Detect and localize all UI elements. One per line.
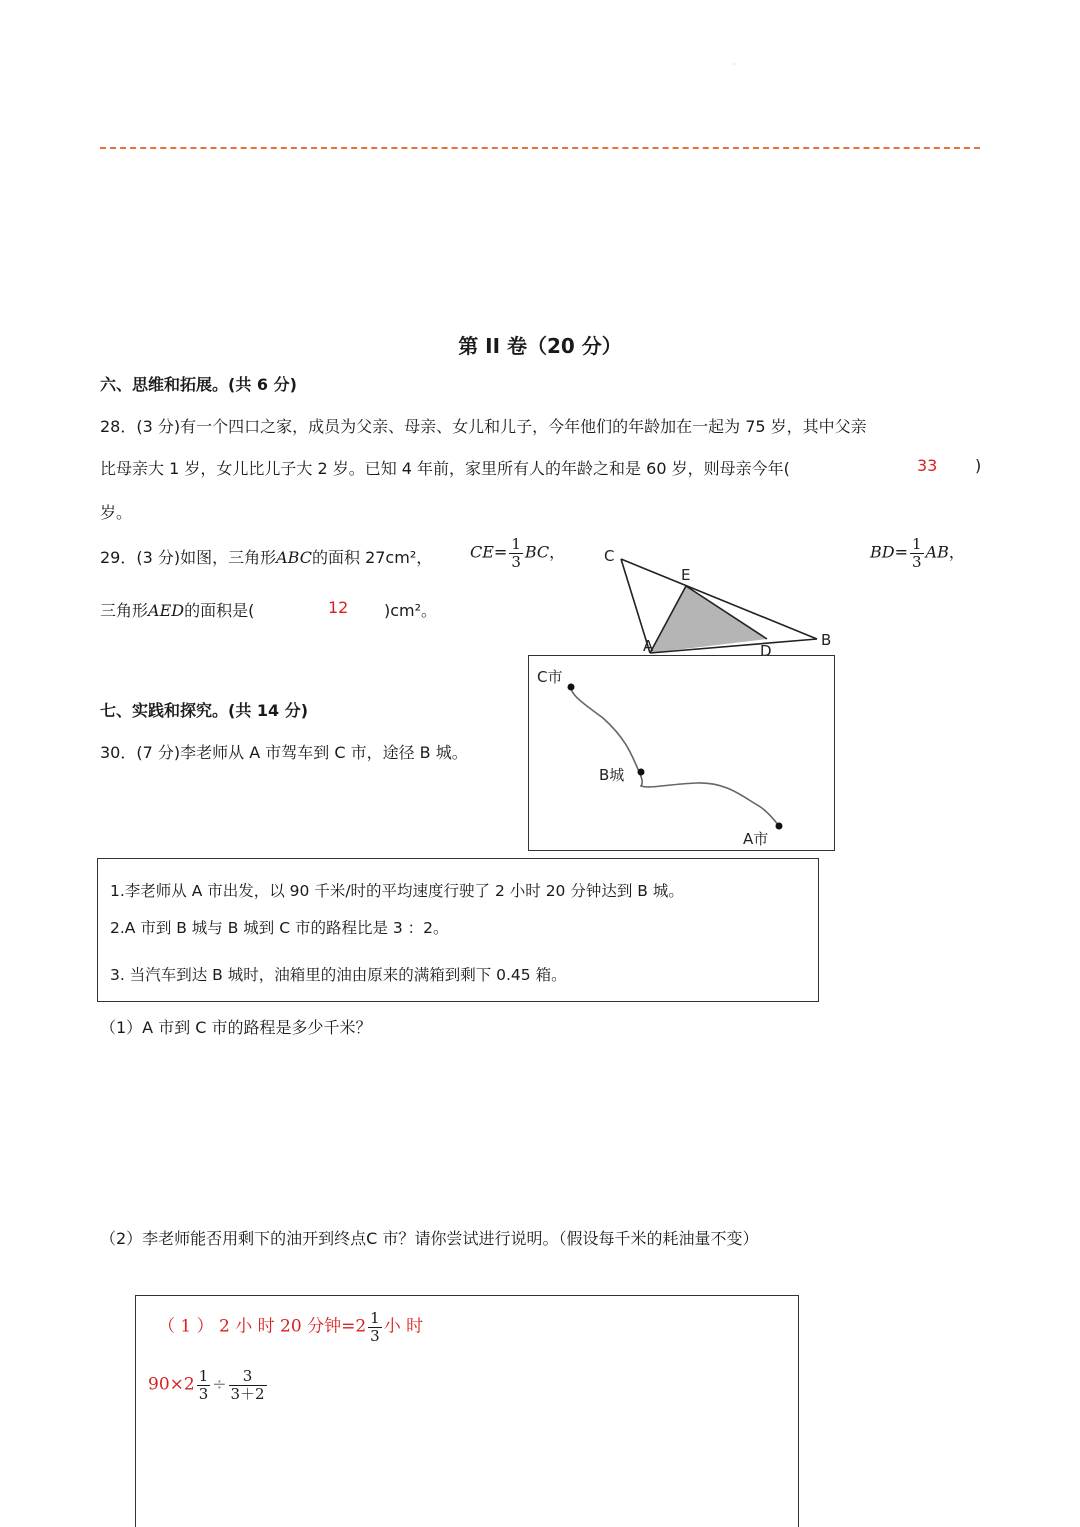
q28-answer: 33 <box>917 456 938 475</box>
frac-numerator: 1 <box>198 1367 209 1385</box>
label-d: D <box>760 642 772 657</box>
q30-stem: 30．(7 分)李老师从 A 市驾车到 C 市，途径 B 城。 <box>100 743 468 762</box>
answer-line2-prefix: 90×2 <box>148 1374 195 1395</box>
label-e: E <box>681 566 691 584</box>
b-city-dot <box>638 769 645 776</box>
c-city-label: C市 <box>537 668 563 686</box>
section-title: 第 II 卷（20 分） <box>458 334 622 358</box>
frac-denominator: 3 <box>511 552 521 571</box>
label-c: C <box>604 547 615 565</box>
condition-2: 2.A 市到 B 城与 B 城到 C 市的路程比是 3 ：2。 <box>110 919 449 937</box>
sub-question-1: （1）A 市到 C 市的路程是多少千米？ <box>100 1018 372 1037</box>
bd-label: BD <box>870 542 895 562</box>
answer-fraction-2 <box>197 1368 211 1402</box>
ab-label: AB <box>925 542 949 562</box>
bc-label: BC <box>524 542 550 562</box>
q28-line2-text: 比母亲大 1 岁，女儿比儿子大 2 岁。已知 4 年前，家里所有人的年龄之和是 60 岁，则母亲今年( <box>100 459 790 478</box>
frac-denominator: 3 <box>912 552 922 571</box>
sub-question-2: （2）李老师能否用剩下的油开到终点C 市？请你尝试进行说明。（假设每千米的耗油量不变） <box>100 1229 759 1248</box>
q29-prefix: 29．(3 分)如图，三角形 <box>100 548 277 567</box>
q28-line1: 28．(3 分)有一个四口之家，成员为父亲、母亲、女儿和儿子，今年他们的年龄加在一起为 75 岁，其中父亲 <box>100 417 867 436</box>
frac-denominator: 3 <box>370 1326 380 1345</box>
equals-sign: = <box>894 542 908 562</box>
answer-line-1 <box>158 1310 423 1344</box>
q29-abc: ABC <box>276 548 312 567</box>
frac-numerator: 1 <box>511 535 521 553</box>
q29-bd-formula <box>870 536 965 570</box>
q28-line2 <box>100 456 790 479</box>
one-third-fraction <box>509 536 523 570</box>
corner-mark: · <box>733 60 736 69</box>
comma: ， <box>549 542 566 562</box>
frac-numerator: 1 <box>912 535 922 553</box>
answer-line1-prefix: （ 1 ） 2 小 时 20 分钟=2 <box>158 1316 367 1337</box>
answer-fraction-3 <box>229 1368 267 1402</box>
q29-line2-mid: 的面积是( <box>184 601 255 620</box>
b-city-label: B城 <box>599 766 625 784</box>
frac-numerator: 1 <box>370 1309 380 1327</box>
c-city-dot <box>568 684 575 691</box>
cut-line <box>100 147 980 149</box>
divide-sign: ÷ <box>212 1374 227 1395</box>
condition-1: 1.李老师从 A 市出发，以 90 千米/时的平均速度行驶了 2 小时 20 分钟达到 B 城。 <box>110 882 684 900</box>
q29-area-text: 的面积 27cm²， <box>311 548 433 567</box>
q29-line1 <box>100 546 432 570</box>
route-line <box>571 687 779 826</box>
answer-fraction-1 <box>368 1310 382 1344</box>
equals-sign: = <box>493 542 508 562</box>
q28-line3: 岁。 <box>100 503 133 522</box>
label-b: B <box>821 631 832 649</box>
answer-line1-suffix: 小 时 <box>383 1316 424 1337</box>
comma: ， <box>948 542 965 562</box>
a-city-dot <box>776 823 783 830</box>
part7-heading: 七、实践和探究。(共 14 分) <box>100 701 309 720</box>
one-third-fraction <box>910 536 924 570</box>
q29-line2 <box>100 598 254 621</box>
aed-label: AED <box>148 601 185 620</box>
q29-answer: 12 <box>328 598 349 617</box>
route-map <box>528 655 835 851</box>
q28-close-paren: ) <box>975 456 982 475</box>
q29-line2-prefix: 三角形 <box>100 601 149 620</box>
q29-ce-formula <box>470 536 565 570</box>
frac-numerator: 3 <box>229 1368 267 1386</box>
frac-denominator: 3＋2 <box>230 1384 265 1403</box>
triangle-figure <box>595 542 845 657</box>
frac-denominator: 3 <box>198 1384 209 1403</box>
answer-line-2 <box>148 1368 269 1402</box>
answer-box <box>135 1295 799 1527</box>
ce-label: CE <box>470 542 494 562</box>
route-map-drawing <box>529 656 833 849</box>
condition-3: 3. 当汽车到达 B 城时，油箱里的油由原来的满箱到剩下 0.45 箱。 <box>110 966 567 984</box>
label-a: A <box>643 637 654 655</box>
conditions-box <box>97 858 819 1002</box>
part6-heading: 六、思维和拓展。(共 6 分) <box>100 375 297 394</box>
a-city-label: A市 <box>743 830 769 848</box>
q29-line2-suffix: )cm²。 <box>384 601 438 620</box>
